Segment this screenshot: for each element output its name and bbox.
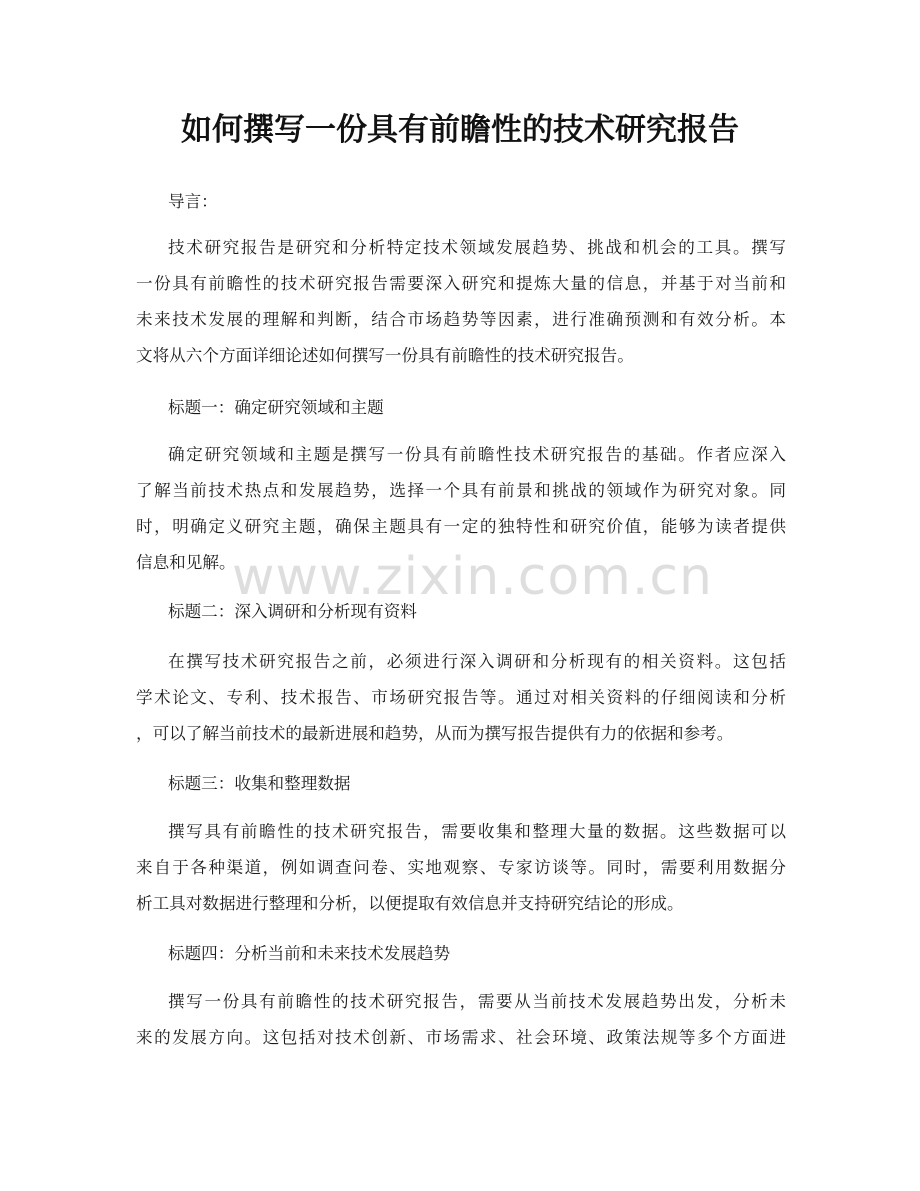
section2-line-1: 在撰写技术研究报告之前，必须进行深入调研和分析现有的相关资料。这包括	[168, 652, 786, 671]
section4-heading: 标题四：分析当前和未来技术发展趋势	[168, 944, 451, 963]
intro-line-1: 技术研究报告是研究和分析特定技术领域发展趋势、挑战和机会的工具。撰写	[168, 238, 786, 257]
section3-line-2: 来自于各种渠道，例如调查问卷、实地观察、专家访谈等。同时，需要利用数据分	[136, 858, 786, 877]
section4-line-1: 撰写一份具有前瞻性的技术研究报告，需要从当前技术发展趋势出发，分析未	[168, 992, 786, 1011]
intro-line-2: 一份具有前瞻性的技术研究报告需要深入研究和提炼大量的信息，并基于对当前和	[136, 274, 786, 293]
section1-line-3: 时，明确定义研究主题，确保主题具有一定的独特性和研究价值，能够为读者提供	[136, 517, 786, 536]
section1-line-4: 信息和见解。	[136, 553, 236, 572]
intro-line-4: 文将从六个方面详细论述如何撰写一份具有前瞻性的技术研究报告。	[136, 346, 634, 365]
document-title: 如何撰写一份具有前瞻性的技术研究报告	[181, 112, 739, 148]
section2-heading: 标题二：深入调研和分析现有资料	[168, 602, 417, 621]
section1-heading: 标题一：确定研究领域和主题	[168, 398, 384, 417]
watermark: www.zixin.com.cn	[232, 547, 713, 607]
section3-line-3: 析工具对数据进行整理和分析，以便提取有效信息并支持研究结论的形成。	[136, 894, 684, 913]
section4-line-2: 来的发展方向。这包括对技术创新、市场需求、社会环境、政策法规等多个方面进	[136, 1028, 786, 1047]
section1-line-2: 了解当前技术热点和发展趋势，选择一个具有前景和挑战的领域作为研究对象。同	[136, 481, 786, 500]
section3-line-1: 撰写具有前瞻性的技术研究报告，需要收集和整理大量的数据。这些数据可以	[168, 822, 786, 841]
section2-line-2: 学术论文、专利、技术报告、市场研究报告等。通过对相关资料的仔细阅读和分析	[136, 688, 786, 707]
intro-line-3: 未来技术发展的理解和判断，结合市场趋势等因素，进行准确预测和有效分析。本	[136, 310, 786, 329]
section3-heading: 标题三：收集和整理数据	[168, 774, 351, 793]
section2-line-3: ，可以了解当前技术的最新进展和趋势，从而为撰写报告提供有力的依据和参考。	[136, 724, 734, 743]
intro-label: 导言：	[168, 192, 218, 211]
section1-line-1: 确定研究领域和主题是撰写一份具有前瞻性技术研究报告的基础。作者应深入	[168, 445, 786, 464]
